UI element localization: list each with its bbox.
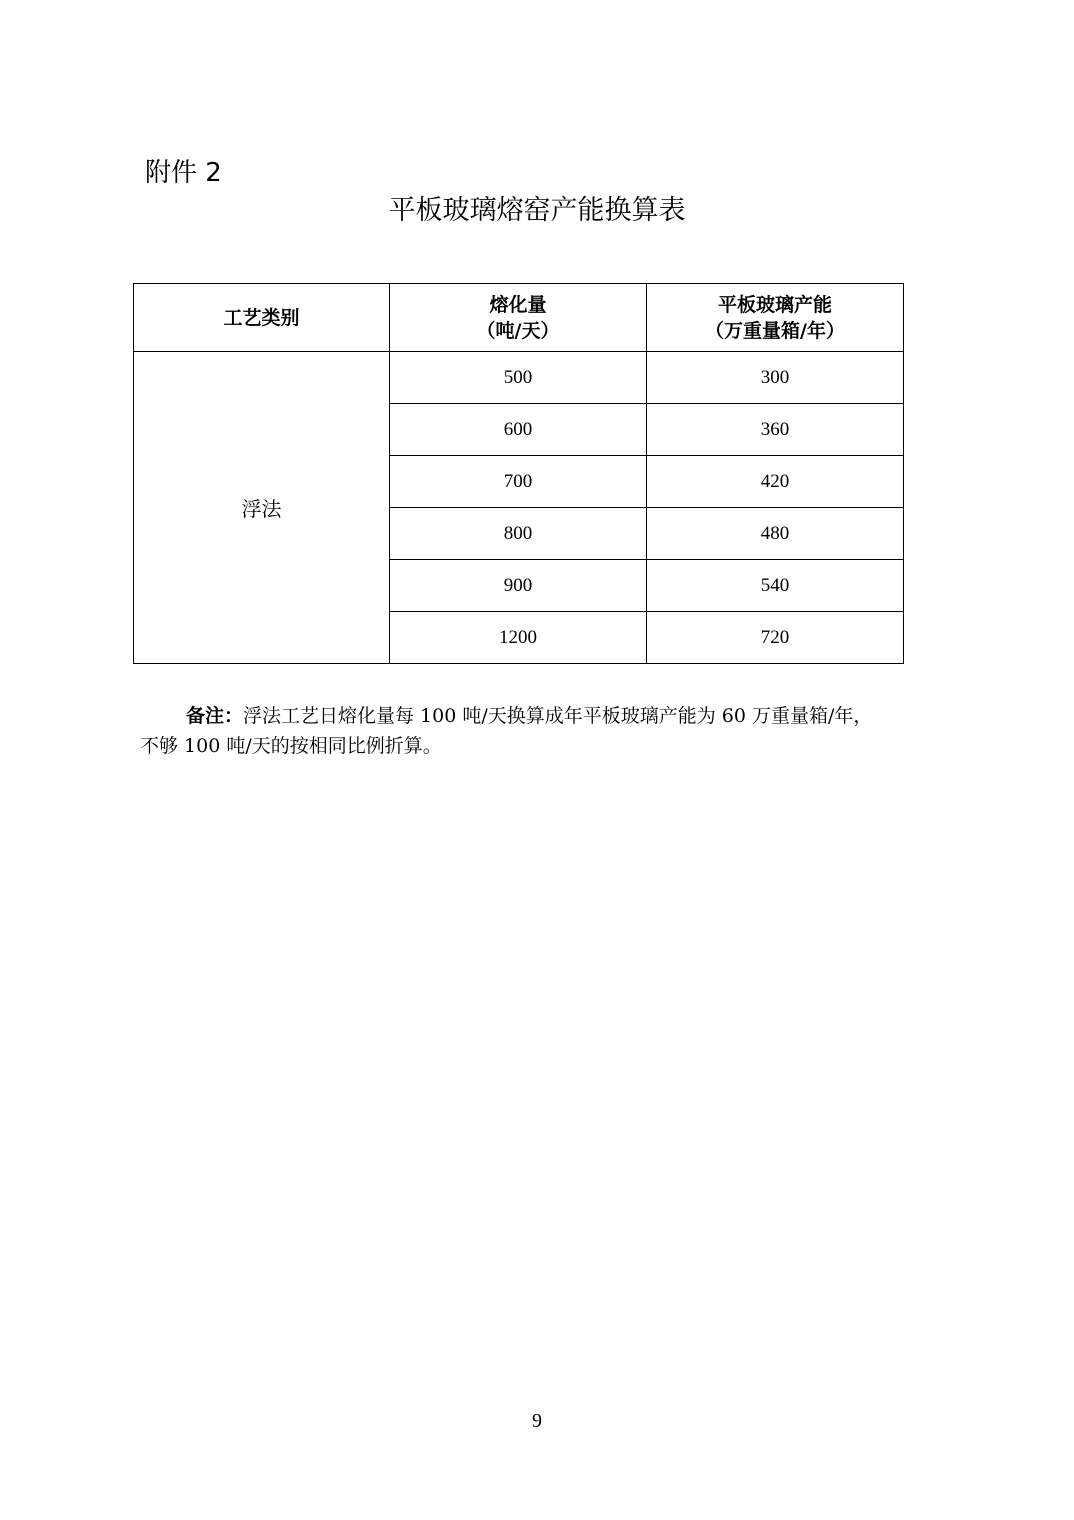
- header-melting-capacity: 熔化量 （吨/天）: [390, 284, 647, 352]
- note-text-line1: 浮法工艺日熔化量每 100 吨/天换算成年平板玻璃产能为 60 万重量箱/年，: [243, 705, 873, 727]
- note-label: 备注：: [186, 705, 244, 727]
- capacity-conversion-table: [133, 283, 904, 664]
- note-paragraph: [140, 701, 940, 761]
- note-text-line2: 不够 100 吨/天的按相同比例折算。: [140, 735, 442, 757]
- melt-cell: 500: [390, 352, 647, 404]
- header-process-type: 工艺类别: [134, 284, 390, 352]
- capacity-cell: 360: [647, 404, 904, 456]
- capacity-cell: 480: [647, 508, 904, 560]
- melt-cell: 900: [390, 560, 647, 612]
- page-number: 9: [532, 1410, 542, 1432]
- attachment-label: 附件 2: [145, 158, 222, 188]
- melt-cell: 1200: [390, 612, 647, 664]
- process-cell: 浮法: [134, 352, 390, 664]
- melt-cell: 800: [390, 508, 647, 560]
- capacity-cell: 540: [647, 560, 904, 612]
- page-title: 平板玻璃熔窑产能换算表: [388, 195, 686, 226]
- capacity-cell: 300: [647, 352, 904, 404]
- header-glass-capacity: 平板玻璃产能 （万重量箱/年）: [647, 284, 904, 352]
- melt-cell: 600: [390, 404, 647, 456]
- capacity-cell: 420: [647, 456, 904, 508]
- capacity-cell: 720: [647, 612, 904, 664]
- table-header-row: [134, 284, 904, 352]
- melt-cell: 700: [390, 456, 647, 508]
- table-row: [134, 352, 904, 404]
